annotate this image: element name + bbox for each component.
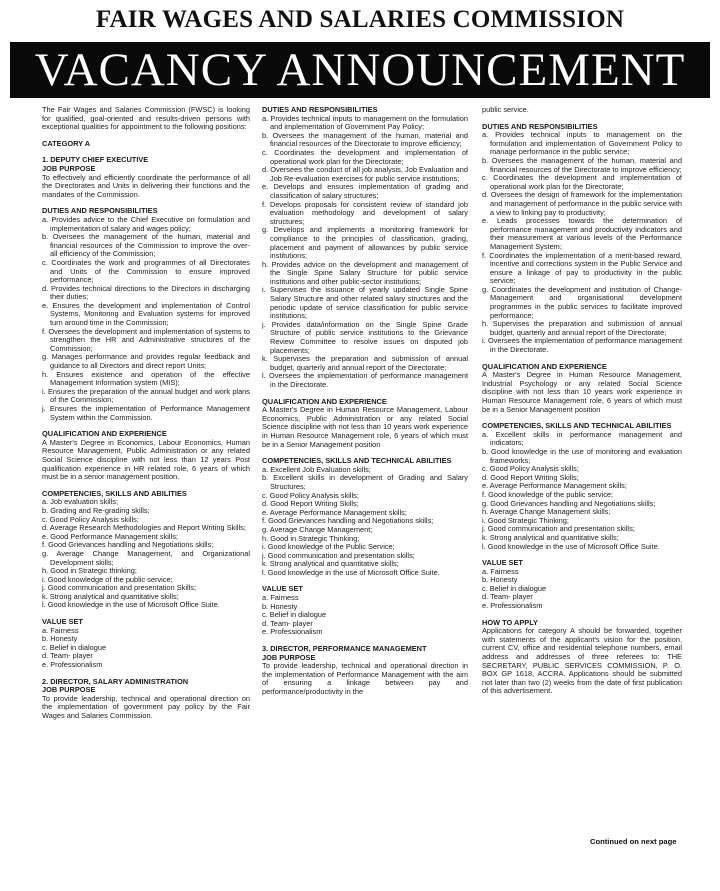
list-item: k. Strong analytical and quantitative skills; [262, 559, 399, 569]
job1-purpose: To effectively and efficiently coordinate the performance of all the Directorates and Units in delivering their functions and the mandates of the Commission. [42, 172, 250, 199]
list-item: d. Team- player [42, 651, 93, 661]
job3-comp-heading: COMPETENCIES, SKILLS AND TECHNICAL ABILITIES [482, 421, 672, 431]
job2-duties-heading: DUTIES AND RESPONSIBILITIES [262, 105, 378, 114]
job1-comp-list [42, 498, 250, 610]
list-item: i. Oversees the implementation of performance management in the Directorate. [482, 336, 682, 355]
job3-values-list [482, 568, 682, 611]
list-item: a. Provides technical inputs to management on the formulation and implementation of Government Policy to manage performance in the public service; [482, 130, 682, 157]
list-item: b. Honesty [42, 634, 78, 644]
job3-purpose-cont: public service. [482, 105, 529, 114]
job2-comp-heading: COMPETENCIES, SKILLS AND TECHNICAL ABILITIES [262, 456, 452, 466]
list-item: j. Ensures the implementation of Performance Management System within the Commission. [42, 404, 250, 422]
job1-values-list [42, 627, 250, 670]
list-item: a. Fairness [262, 593, 299, 603]
vacancy-banner [10, 42, 710, 98]
list-item: i. Ensures the preparation of the annual budget and work plans of the Commission; [42, 386, 250, 405]
list-item: g. Manages performance and provides regular feedback and guidance to all Directors and direct report Units; [42, 352, 250, 371]
list-item: i. Good knowledge of the public service; [42, 574, 173, 584]
job2-value-heading: VALUE SET [262, 584, 303, 594]
list-item: f. Develops proposals for consistent review of standard job evaluation methodology and development of salary structures; [262, 199, 468, 226]
list-item: c. Good Policy Analysis skills; [482, 464, 579, 474]
job2-values-list [262, 594, 468, 637]
list-item: d. Good Report Writing Skills; [262, 499, 359, 509]
list-item: d. Oversees the conduct of all job analysis, Job Evaluation and Job Re-evaluation exercises for public service institutions; [262, 165, 468, 183]
list-item: c. Good Policy Analysis skills; [42, 514, 139, 524]
column-2 [262, 106, 468, 697]
job3-purpose: To provide leadership, technical and operational direction in the implementation of Performance Management with the aim of ensuring a linkage between pay and performance/productivity in the [262, 661, 468, 696]
list-item: l. Good knowledge in the use of Microsoft Office Suite. [482, 541, 660, 551]
list-item: d. Team- player [482, 592, 533, 602]
list-item: h. Average Change Management skills; [482, 507, 611, 517]
list-item: d. Team- player [262, 618, 313, 628]
list-item: b. Excellent skills in development of Grading and Salary Structures; [262, 473, 468, 491]
list-item: h. Provides advice on the development and management of the Single Spine Salary Structure for public service institutions and other public-sector institutions; [262, 259, 468, 286]
list-item: a. Provides technical inputs to management on the formulation and implementation of Government Pay Policy; [262, 113, 468, 132]
job2-title: 2. DIRECTOR, SALARY ADMINISTRATION [42, 676, 189, 686]
how-to-apply-heading: HOW TO APPLY [482, 617, 538, 627]
list-item: b. Oversees the management of the human, material and financial resources of the Directorate to improve efficiency; [262, 130, 468, 149]
list-item: h. Ensures existence and operation of the effective Management Information system (MIS); [42, 369, 250, 388]
list-item: j. Provides data/information on the Single Spine Grade Structure of public service institutions to the Grievance Review Committee to resolve issues on disputed job placements; [262, 319, 468, 355]
list-item: a. Fairness [42, 625, 79, 635]
list-item: b. Oversees the management of the human, material and financial resources of the Commission to improve the over-all efficiency of the Commission; [42, 232, 250, 259]
banner-text: VACANCY ANNOUNCEMENT [34, 44, 686, 96]
list-item: c. Belief in dialogue [42, 642, 107, 652]
list-item: f. Oversees the development and implementation of systems to strengthen the HR and Administrative structures of the Commission; [42, 326, 250, 353]
list-item: e. Develops and ensures implementation of grading and classification of salary structures; [262, 182, 468, 200]
job1-value-heading: VALUE SET [42, 617, 83, 627]
job1-purpose-heading: JOB PURPOSE [42, 163, 96, 173]
job2-comp-list [262, 466, 468, 578]
list-item: d. Oversees the design of framework for the implementation and management of performance in the public service with a view to linking pay to productivity; [482, 190, 682, 217]
list-item: e. Professionalism [262, 627, 323, 637]
job3-qual-heading: QUALIFICATION AND EXPERIENCE [482, 361, 607, 371]
list-item: f. Good Grievances handling and Negotiations skills; [262, 516, 434, 526]
list-item: j. Good communication and presentation Skills; [42, 583, 197, 593]
list-item: h. Supervises the preparation and submission of annual budget, quarterly and annual report of the Directorate; [482, 319, 682, 337]
job1-title: 1. DEPUTY CHIEF EXECUTIVE [42, 155, 149, 165]
list-item: l. Good knowledge in the use of Microsoft Office Suite. [262, 567, 440, 577]
list-item: c. Coordinates the development and implementation of operational work plan for the Directorate; [262, 147, 468, 166]
list-item: e. Professionalism [482, 601, 543, 611]
list-item: c. Good Policy Analysis skills; [262, 490, 359, 500]
list-item: b. Oversees the management of the human, material and financial resources of the Directorate to improve efficiency; [482, 155, 682, 174]
job3-title: 3. DIRECTOR, PERFORMANCE MANAGEMENT [262, 644, 427, 654]
list-item: b. Honesty [262, 601, 298, 611]
list-item: h. Good in Strategic thinking; [42, 566, 137, 576]
list-item: g. Average Change Management; [262, 524, 373, 534]
list-item: g. Average Change Management, and Organizational Development skills; [42, 548, 250, 567]
list-item: g. Develops and implements a monitoring framework for compliance to the principles of classification, grading, placement and payment of allowances by public service institutions; [262, 225, 468, 261]
column-1 [42, 106, 250, 721]
job3-qual: A Master's Degree in Human Resource Management, Industrial Psychology or any related Social Science discipline with not less than 10 years work experience in Human Resource Management role, 6 years of which must be in a Senior Management position [482, 370, 682, 414]
list-item: e. Average Performance Management skills; [482, 481, 627, 491]
list-item: f. Good knowledge of the public service; [482, 489, 614, 499]
list-item: c. Belief in dialogue [482, 583, 547, 593]
job1-qual: A Master's Degree in Economics, Labour Economics, Human Resource Management, Public Administration or any related Social Science discipline with not less than 12 years Post qualification experience in HR related role, 6 years of which must be in a senior management position. [42, 437, 250, 482]
list-item: b. Good knowledge in the use of monitoring and evaluation frameworks; [482, 446, 682, 465]
intro-paragraph: The Fair Wages and Salaries Commission (FWSC) is looking for qualified, goal-oriented and results-driven persons with exceptional qualities for appointment to the following positions: [42, 105, 250, 132]
job1-duties-heading: DUTIES AND RESPONSIBILITIES [42, 206, 158, 216]
list-item: f. Coordinates the implementation of a merit-based reward, incentive and corrections system in the Public Service and ensure a linkage of pay to productivity in the public service; [482, 250, 682, 286]
job3-duties-heading: DUTIES AND RESPONSIBILITIES [482, 121, 598, 131]
list-item: i. Good knowledge of the Public Service; [262, 542, 395, 552]
list-item: l. Good knowledge in the use of Microsoft Office Suite. [42, 600, 220, 610]
job3-value-heading: VALUE SET [482, 558, 523, 568]
job3-duties-list [482, 131, 682, 354]
list-item: a. Provides advice to the Chief Executive on formulation and implementation of salary and wages policy; [42, 214, 250, 233]
job3-purpose-heading: JOB PURPOSE [262, 652, 316, 662]
job1-duties-list [42, 216, 250, 422]
list-item: a. Fairness [482, 566, 519, 576]
list-item: j. Good communication and presentation skills; [482, 524, 635, 534]
list-item: a. Job evaluation skills; [42, 497, 118, 507]
list-item: l. Oversees the implementation of performance management in the Directorate. [262, 371, 468, 389]
list-item: d. Provides technical directions to the Directors in discharging their duties; [42, 283, 250, 302]
continued-note: Continued on next page [590, 837, 677, 846]
job1-comp-heading: COMPETENCIES, SKILLS AND ABILITIES [42, 488, 187, 498]
list-item: e. Average Performance Management skills; [262, 507, 407, 517]
job1-qual-heading: QUALIFICATION AND EXPERIENCE [42, 429, 167, 439]
job2-duties-list [262, 115, 468, 390]
list-item: b. Honesty [482, 575, 518, 585]
list-item: e. Good Performance Management skills; [42, 531, 178, 541]
job2-qual: A Master's Degree in Human Resource Management, Labour Economics, Public Administration or any related Social Science discipline with not less than 10 years work experience in Human Resource Management role, 6 years of which must be in a Senior Management position [262, 405, 468, 449]
job2-qual-heading: QUALIFICATION AND EXPERIENCE [262, 396, 387, 406]
column-3 [482, 106, 682, 696]
list-item: c. Coordinates the work and programmes of all Directorates and Units of the Commission to ensure improved performance; [42, 257, 250, 285]
job3-comp-list [482, 431, 682, 551]
list-item: g. Good Grievances handling and Negotiations skills; [482, 498, 656, 508]
list-item: a. Excellent Job Evaluation skills; [262, 464, 371, 474]
how-to-apply-text: Applications for category A should be forwarded, together with statements of the applicant's vision for the position, current CV, office and residential telephone numbers, email address and addresses of three referees to: THE SECRETARY, PUBLIC SERVICES COMMISSION, P. O. BOX GP 1618, ACCRA. Applications should be submitted not later than two (2) weeks from the date of first publication of this advertisement. [482, 626, 682, 696]
list-item: k. Strong analytical and quantitative skills; [482, 532, 619, 542]
list-item: c. Coordinates the development and implementation of operational work plan for the Directorate; [482, 173, 682, 191]
list-item: k. Strong analytical and quantitative skills; [42, 591, 179, 601]
list-item: e. Professionalism [42, 660, 103, 670]
job2-purpose: To provide leadership, technical and operational direction on the implementation of government pay policy by the Fair Wages and Salaries Commission. [42, 693, 250, 720]
list-item: f. Good Grievances handling and Negotiations skills; [42, 540, 214, 550]
list-item: a. Excellent skills in performance management and indicators; [482, 429, 682, 448]
list-item: b. Grading and Re-grading skills; [42, 505, 150, 515]
list-item: h. Good in Strategic Thinking; [262, 533, 360, 543]
list-item: e. Ensures the development and implementation of Control Systems, Monitoring and Evaluation systems for improved turn around time in the Commission; [42, 300, 250, 328]
list-item: c. Belief in dialogue [262, 610, 327, 620]
category-heading: CATEGORY A [42, 138, 91, 148]
list-item: e. Leads processes towards the determination of performance management and productivity indicators and their measurement at various levels of the Performance Management System; [482, 216, 682, 251]
org-title: FAIR WAGES AND SALARIES COMMISSION [95, 6, 625, 33]
list-item: d. Average Research Methodologies and Report Writing Skills; [42, 523, 246, 533]
list-item: k. Supervises the preparation and submission of annual budget, quarterly and annual report of the Directorate; [262, 354, 468, 372]
job2-purpose-heading: JOB PURPOSE [42, 685, 96, 695]
list-item: i. Good Strategic Thinking; [482, 515, 569, 525]
list-item: i. Supervises the issuance of yearly updated Single Spine Salary Structure and other related salary structures and the periodic update of service classification for public service institutions; [262, 285, 468, 321]
list-item: g. Coordinates the development and institution of Change-Management and organisational development programmes in the public services to facilitate improved performance; [482, 284, 682, 320]
list-item: d. Good Report Writing Skills; [482, 472, 579, 482]
list-item: j. Good communication and presentation skills; [262, 550, 415, 560]
